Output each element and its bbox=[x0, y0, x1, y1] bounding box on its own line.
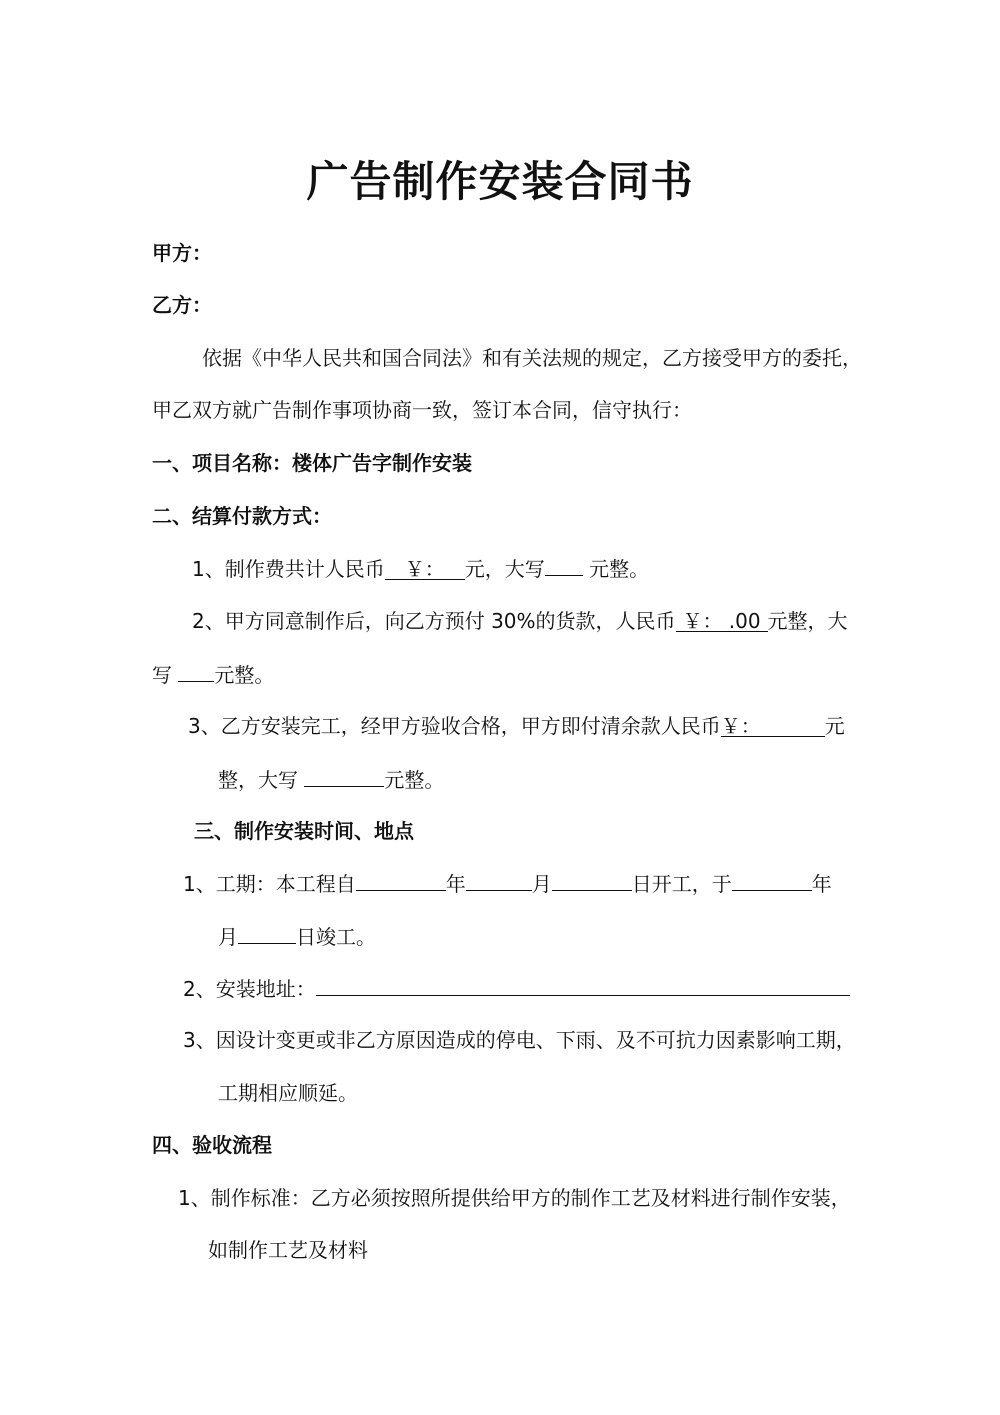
payment-item-1-prefix: 1、制作费共计人民币 bbox=[192, 557, 385, 581]
acceptance-item-1-line-1: 1、制作标准：乙方必须按照所提供给甲方的制作工艺及材料进行制作安装， bbox=[178, 1186, 851, 1210]
start-year-blank bbox=[356, 868, 446, 891]
intro-paragraph-line-2: 甲乙双方就广告制作事项协商一致，签订本合同，信守执行： bbox=[152, 398, 692, 422]
payment-item-2-suffix: 元整，大 bbox=[767, 609, 848, 633]
payment-item-1-amount-blank: ￥： bbox=[385, 557, 465, 580]
payment-item-2-words-blank bbox=[178, 659, 214, 682]
install-address-blank bbox=[316, 973, 850, 996]
document-title: 广告制作安装合同书 bbox=[306, 157, 694, 206]
payment-item-3-prefix: 3、乙方安装完工，经甲方验收合格，甲方即付清余款人民币 bbox=[188, 714, 721, 738]
end-month-label: 月 bbox=[218, 925, 238, 949]
end-year-blank bbox=[732, 868, 812, 891]
payment-item-1-mid: 元，大写 bbox=[464, 557, 545, 581]
payment-item-2-line-2-prefix: 写 bbox=[152, 663, 179, 687]
payment-item-3-line-2-suffix: 元整。 bbox=[384, 768, 445, 792]
payment-item-3-suffix: 元 bbox=[824, 714, 845, 738]
payment-item-3-line-2 bbox=[218, 764, 444, 795]
schedule-item-1-line-2 bbox=[218, 921, 376, 952]
start-day-label: 日开工，于 bbox=[631, 872, 732, 896]
payment-item-1-suffix: 元整。 bbox=[582, 557, 650, 581]
payment-item-2-prefix: 2、甲方同意制作后，向乙方预付 30%的货款，人民币 bbox=[192, 609, 676, 633]
install-address-label: 2、安装地址： bbox=[183, 977, 316, 1001]
intro-paragraph-line-1: 依据《中华人民共和国合同法》和有关法规的规定，乙方接受甲方的委托， bbox=[202, 346, 862, 370]
schedule-item-3-line-2: 工期相应顺延。 bbox=[218, 1081, 358, 1105]
payment-item-3-line-2-prefix: 整，大写 bbox=[218, 768, 305, 792]
end-day-blank bbox=[238, 921, 296, 944]
acceptance-item-1-line-2: 如制作工艺及材料 bbox=[208, 1238, 368, 1262]
party-a-label: 甲方： bbox=[152, 241, 212, 265]
start-month-blank bbox=[466, 868, 532, 891]
start-year-label: 年 bbox=[445, 872, 466, 896]
schedule-item-3-line-1: 3、因设计变更或非乙方原因造成的停电、下雨、及不可抗力因素影响工期， bbox=[183, 1028, 856, 1052]
payment-item-3-words-blank bbox=[304, 764, 384, 787]
section-2-heading: 二、结算付款方式： bbox=[152, 504, 332, 528]
payment-item-3-amount-blank: ￥： bbox=[721, 714, 825, 737]
party-b-label: 乙方： bbox=[152, 293, 212, 317]
schedule-item-2 bbox=[183, 973, 850, 1004]
section-3-heading: 三、制作安装时间、地点 bbox=[194, 819, 414, 843]
payment-item-1 bbox=[192, 553, 649, 584]
end-day-label: 日竣工。 bbox=[296, 925, 376, 949]
start-day-blank bbox=[552, 868, 632, 891]
schedule-item-1-prefix: 1、工期：本工程自 bbox=[183, 872, 356, 896]
payment-item-2 bbox=[192, 606, 848, 636]
section-4-heading: 四、验收流程 bbox=[152, 1133, 272, 1157]
payment-item-3 bbox=[188, 711, 845, 741]
start-month-label: 月 bbox=[531, 872, 552, 896]
payment-item-2-line-2-suffix: 元整。 bbox=[214, 663, 275, 687]
payment-item-1-words-blank bbox=[545, 553, 583, 576]
section-1-heading: 一、项目名称：楼体广告字制作安装 bbox=[152, 451, 472, 475]
end-year-label: 年 bbox=[811, 872, 832, 896]
schedule-item-1 bbox=[183, 868, 832, 899]
payment-item-2-line-2 bbox=[152, 659, 274, 690]
payment-item-2-amount-blank: ￥： .00 bbox=[676, 609, 768, 632]
